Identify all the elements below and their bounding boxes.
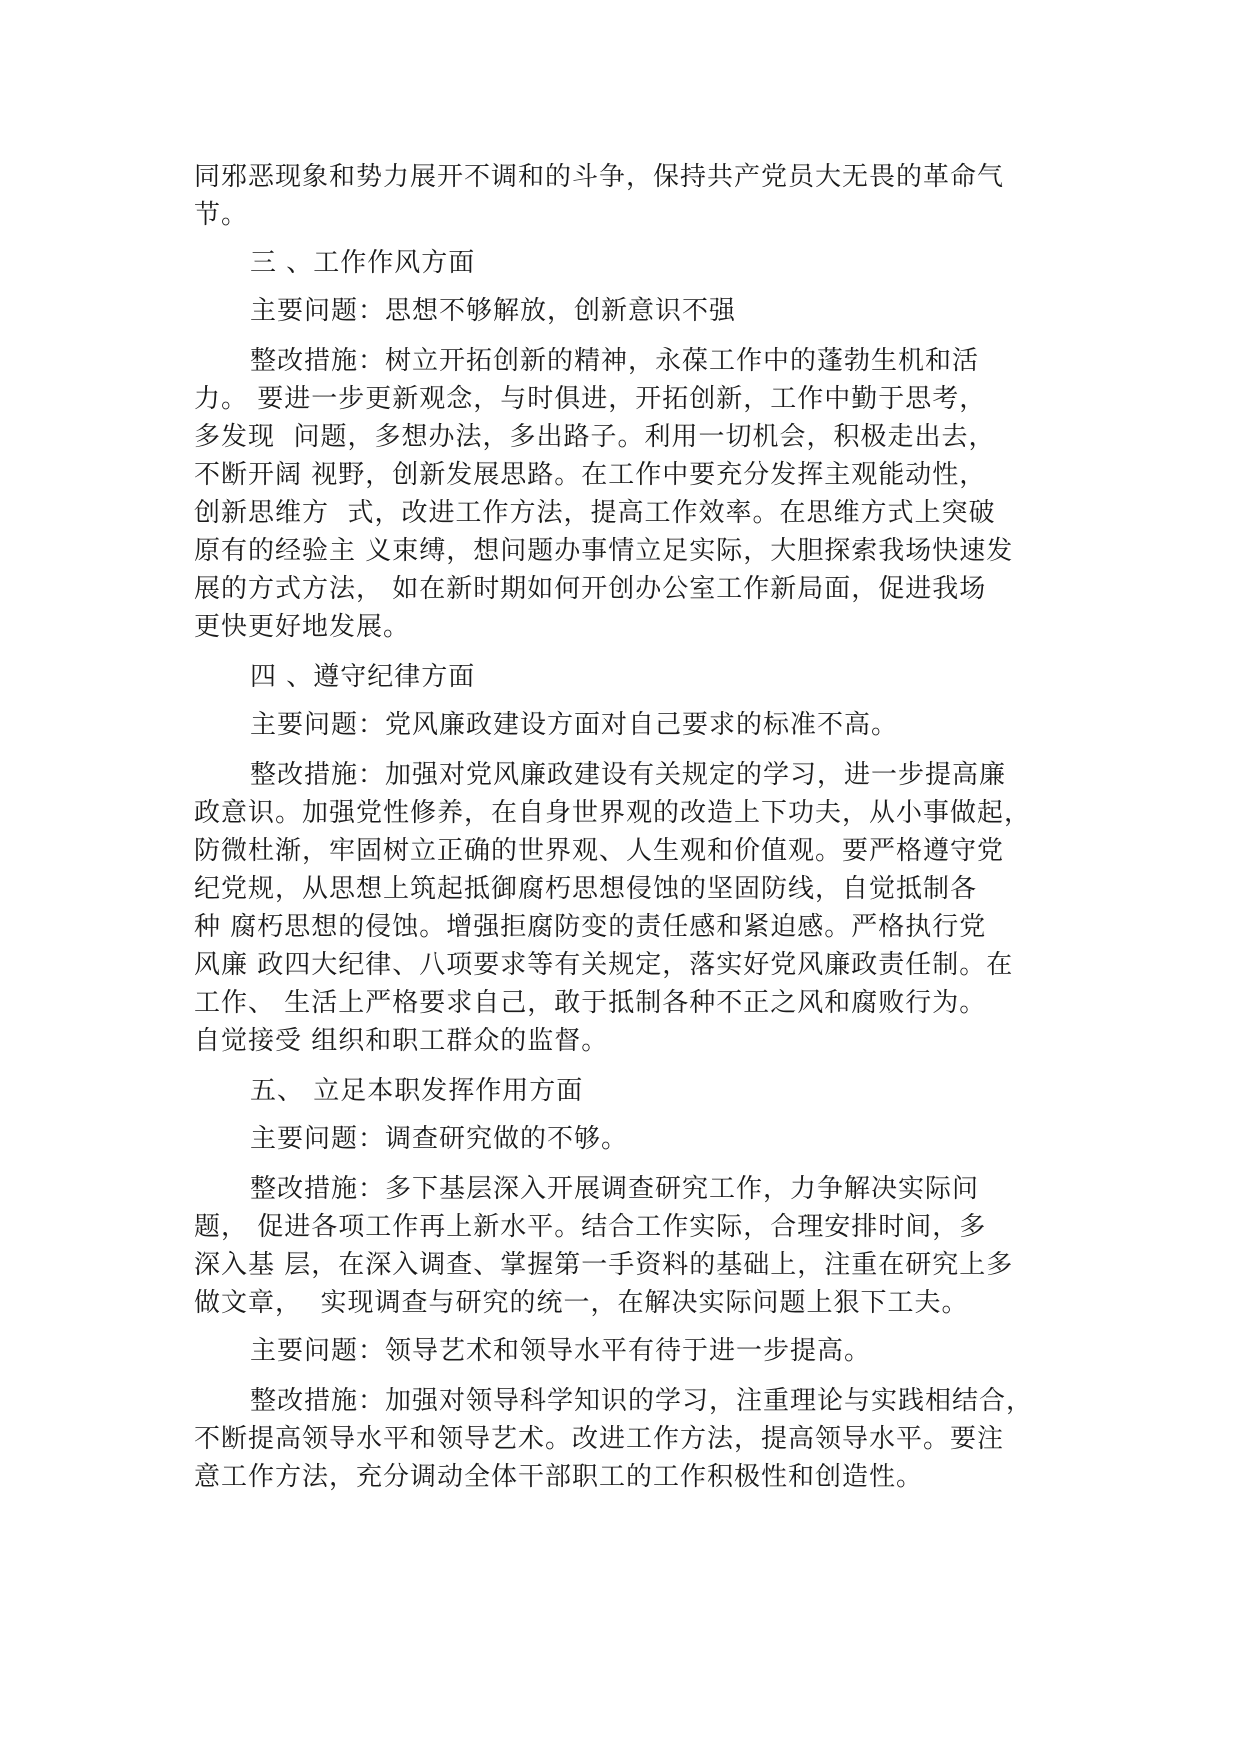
paragraph-line: 风廉 政四大纪律、八项要求等有关规定，落实好党风廉政责任制。在 xyxy=(194,950,1014,980)
paragraph-line: 防微杜渐，牢固树立正确的世界观、人生观和价值观。要严格遵守党 xyxy=(194,836,1005,866)
measures-paragraph xyxy=(194,756,1054,1060)
document-body xyxy=(194,158,1054,1496)
intro-paragraph xyxy=(194,158,1054,234)
paragraph-line: 题， 促进各项工作再上新水平。结合工作实际，合理安排时间，多 xyxy=(194,1212,987,1242)
section-heading-discipline: 四 、遵守纪律方面 xyxy=(250,662,476,692)
paragraph-line: 自觉接受 组织和职工群众的监督。 xyxy=(194,1026,609,1056)
paragraph-line: 更快更好地发展。 xyxy=(194,612,411,642)
section-heading-work-style: 三 、工作作风方面 xyxy=(250,248,476,278)
measures-paragraph xyxy=(194,342,1054,646)
paragraph-line: 政意识。加强党性修养，在自身世界观的改造上下功夫，从小事做起， xyxy=(194,798,1032,828)
paragraph-line: 原有的经验主 义束缚，想问题办事情立足实际，大胆探索我场快速发 xyxy=(194,536,1014,566)
problem-text: 主要问题：领导艺术和领导水平有待于进一步提高。 xyxy=(250,1336,872,1366)
paragraph-line: 纪党规，从思想上筑起抵御腐朽思想侵蚀的坚固防线，自觉抵制各 xyxy=(194,874,978,904)
section-heading-job-role: 五、 立足本职发挥作用方面 xyxy=(250,1076,584,1106)
paragraph-line: 整改措施：加强对领导科学知识的学习，注重理论与实践相结合， xyxy=(250,1386,1034,1416)
paragraph-line: 种 腐朽思想的侵蚀。增强拒腐防变的责任感和紧迫感。严格执行党 xyxy=(194,912,987,942)
paragraph-line: 做文章， 实现调查与研究的统一，在解决实际问题上狠下工夫。 xyxy=(194,1288,969,1318)
paragraph-line: 同邪恶现象和势力展开不调和的斗争，保持共产党员大无畏的革命气 xyxy=(194,162,1005,192)
paragraph-line: 不断提高领导水平和领导艺术。改进工作方法，提高领导水平。要注 xyxy=(194,1424,1005,1454)
paragraph-line: 意工作方法，充分调动全体干部职工的工作积极性和创造性。 xyxy=(194,1462,924,1492)
paragraph-line: 创新思维方 式，改进工作方法，提高工作效率。在思维方式上突破 xyxy=(194,498,996,528)
paragraph-line: 力。 要进一步更新观念，与时俱进，开拓创新，工作中勤于思考， xyxy=(194,384,987,414)
paragraph-line: 整改措施：加强对党风廉政建设有关规定的学习，进一步提高廉 xyxy=(250,760,1007,790)
paragraph-line: 多发现 问题，多想办法，多出路子。利用一切机会，积极走出去， xyxy=(194,422,996,452)
paragraph-line: 深入基 层，在深入调查、掌握第一手资料的基础上，注重在研究上多 xyxy=(194,1250,1014,1280)
measures-paragraph xyxy=(194,1382,1054,1496)
measures-paragraph xyxy=(194,1170,1054,1322)
paragraph-line: 不断开阔 视野，创新发展思路。在工作中要充分发挥主观能动性， xyxy=(194,460,987,490)
paragraph-line: 整改措施：多下基层深入开展调查研究工作，力争解决实际问 xyxy=(250,1174,980,1204)
paragraph-line: 整改措施：树立开拓创新的精神，永葆工作中的蓬勃生机和活 xyxy=(250,346,980,376)
problem-text: 主要问题：调查研究做的不够。 xyxy=(250,1124,629,1154)
paragraph-line: 工作、 生活上严格要求自己，敢于抵制各种不正之风和腐败行为。 xyxy=(194,988,987,1018)
problem-text: 主要问题：党风廉政建设方面对自己要求的标准不高。 xyxy=(250,710,899,740)
paragraph-line: 展的方式方法， 如在新时期如何开创办公室工作新局面，促进我场 xyxy=(194,574,987,604)
paragraph-line: 节。 xyxy=(194,200,249,230)
problem-text: 主要问题：思想不够解放，创新意识不强 xyxy=(250,296,737,326)
